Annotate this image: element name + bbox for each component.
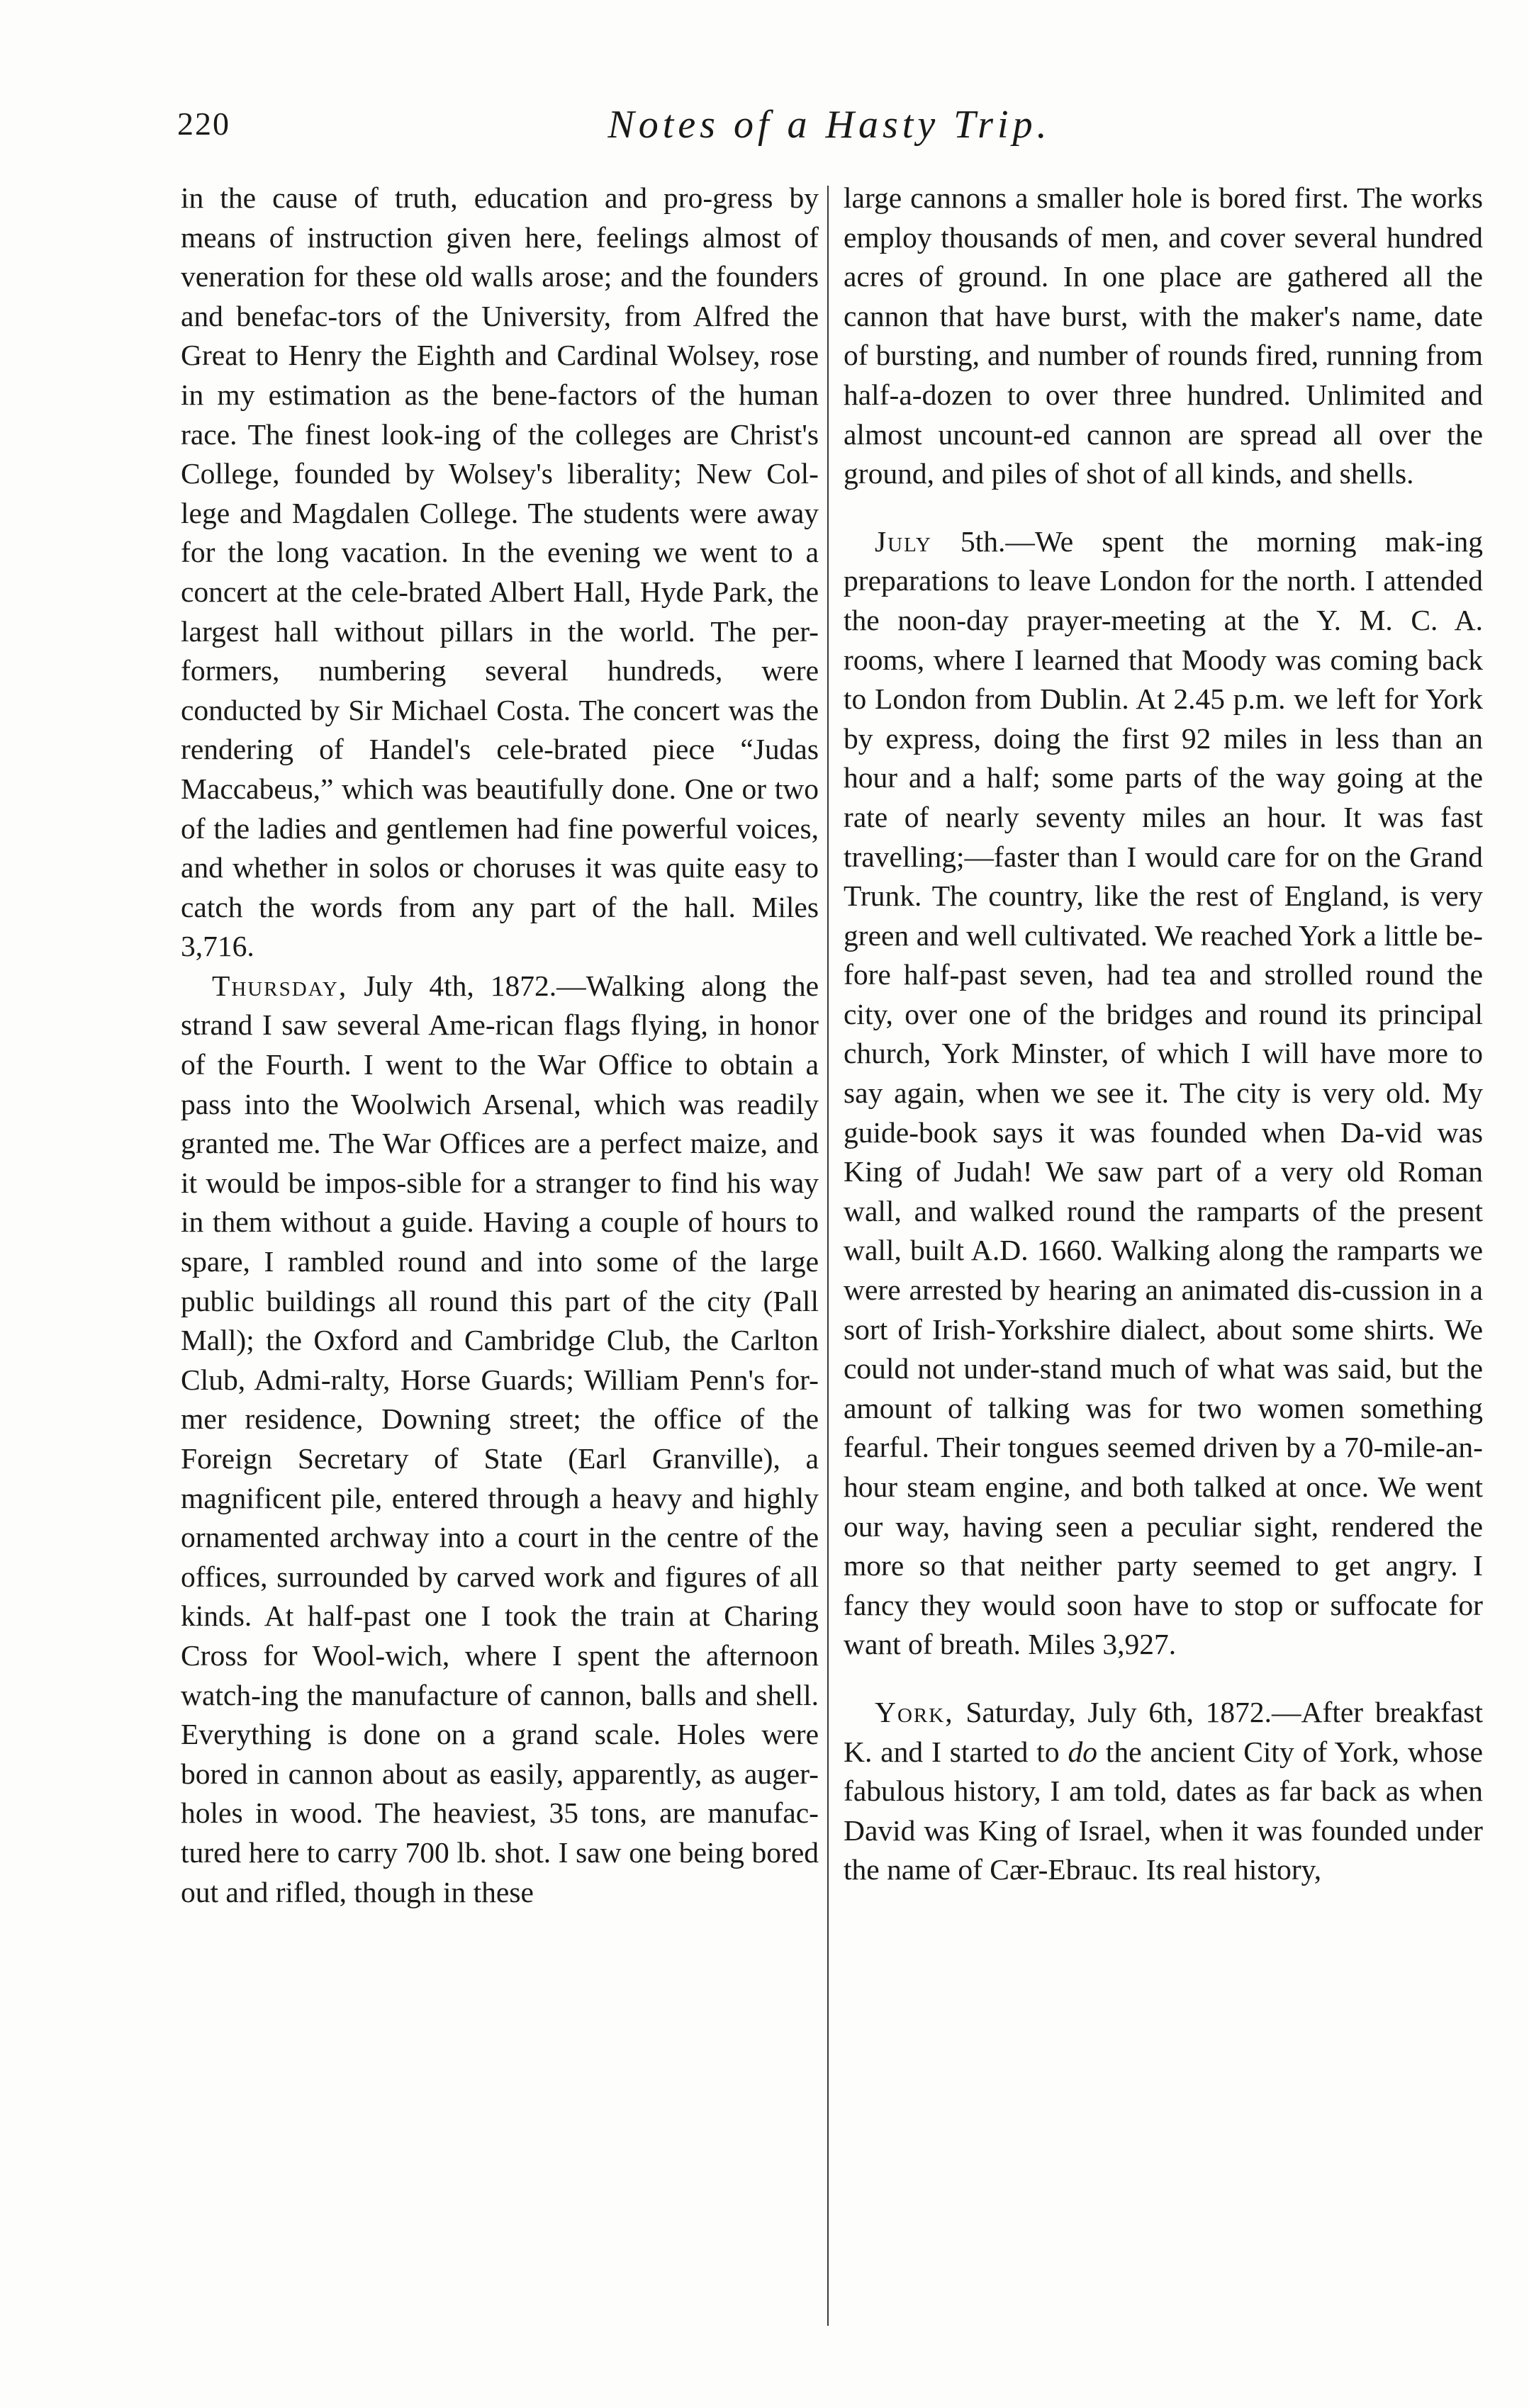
paragraph-york-text: Saturday, July 6th, 1872.—After breakfast K. and I started to	[844, 1695, 1483, 1768]
paragraph-july-5th	[844, 522, 1483, 1665]
paragraph-lead-thursday: Thursday,	[212, 969, 348, 1002]
paragraph-oxford-concert: in the cause of truth, education and pro-gress by means of instruction given here, feelings almost of veneration for these old walls arose; and the founders and benefac-tors of the University, from Alfred the Great to Henry the Eighth and Cardinal Wolsey, rose in my estimation as the bene-factors of the human race. The finest look-ing of the colleges are Christ's College, founded by Wolsey's liberality; New Col-lege and Magdalen College. The students were away for the long vacation. In the evening we went to a concert at the cele-brated Albert Hall, Hyde Park, the largest hall without pillars in the world. The per-formers, numbering several hundreds, were conducted by Sir Michael Costa. The concert was the rendering of Handel's cele-brated piece “Judas Maccabeus,” which was beautifully done. One or two of the ladies and gentlemen had fine powerful voices, and whether in solos or choruses it was quite easy to catch the words from any part of the hall. Miles 3,716.	[181, 181, 819, 963]
column-divider	[827, 186, 829, 2326]
page-number: 220	[177, 106, 230, 142]
page-header	[177, 105, 1482, 162]
paragraph-lead-york: York,	[875, 1695, 954, 1728]
paragraph-thursday	[181, 967, 819, 1912]
paragraph-york-text-rest: the ancient City of York, whose fabulous history, I am told, dates as far back as when David was King of Israel, when it was founded under the name of Cær-Ebrauc. Its real history,	[844, 1735, 1484, 1886]
paragraph-woolwich-continued: large cannons a smaller hole is bored first. The works employ thousands of men, and cover several hundred acres of ground. In one place are gathered all the cannon that have burst, with the maker's name, date of bursting, and number of rounds fired, running from half-a-dozen to over three hundred. Unlimited and almost uncount-ed cannon are spread all over the ground, and piles of shot of all kinds, and shells.	[844, 181, 1483, 490]
right-column	[844, 179, 1483, 1890]
running-title: Notes of a Hasty Trip.	[607, 103, 1051, 147]
paragraph-july-5th-text: 5th.—We spent the morning mak-ing preparations to leave London for the north. I attended the noon-day prayer-meeting at the Y. M. C. A. rooms, where I learned that Moody was coming back to London from Dublin. At 2.45 p.m. we left for York by express, doing the first 92 miles in less than an hour and a half; some parts of the way going at the rate of nearly seventy miles an hour. It was fast travelling;—faster than I would care for on the Grand Trunk. The country, like the rest of England, is very green and well cultivated. We reached York a little be-fore half-past seven, had tea and strolled round the city, over one of the bridges and round its principal church, York Minster, of which I will have more to say again, when we see it. The city is very old. My guide-book says it was founded when Da-vid was King of Judah! We saw part of a very old Roman wall, and walked round the ramparts of the present wall, built A.D. 1660. Walking along the ramparts we were arrested by hearing an animated dis-cussion in a sort of Irish-Yorkshire dialect, about some shirts. We could not under-stand much of what was said, but the amount of talking was for two women something fearful. Their tongues seemed driven by a 70-mile-an-hour steam engine, and both talked at once. We went our way, having seen a peculiar sight, rendered the more so that neither party seemed to get angry. I fancy they would soon have to stop or suffocate for want of breath. Miles 3,927.	[844, 524, 1483, 1661]
paragraph-york-saturday	[844, 1693, 1483, 1890]
left-column	[181, 179, 819, 1912]
emphasis-do: do	[1068, 1735, 1097, 1768]
paragraph-thursday-text: July 4th, 1872.—Walking along the strand I saw several Ame-rican flags flying, in honor of the Fourth. I went to the War Office to obtain a pass into the Woolwich Arsenal, which was readily granted me. The War Offices are a perfect maize, and it would be impos-sible for a stranger to find his way in them without a guide. Having a couple of hours to spare, I rambled round and into some of the large public buildings all round this part of the city (Pall Mall); the Oxford and Cambridge Club, the Carlton Club, Admi-ralty, Horse Guards; William Penn's for-mer residence, Downing street; the office of the Foreign Secretary of State (Earl Granville), a magnificent pile, entered through a heavy and highly ornamented archway into a court in the centre of the offices, surrounded by carved work and figures of all kinds. At half-past one I took the train at Charing Cross for Wool-wich, where I spent the afternoon watch-ing the manufacture of cannon, balls and shell. Everything is done on a grand scale. Holes were bored in cannon about as easily, apparently, as auger-holes in wood. The heaviest, 35 tons, are manufac-tured here to carry 700 lb. shot. I saw one being bored out and rifled, though in these	[181, 969, 819, 1908]
paragraph-lead-july: July	[875, 524, 932, 558]
